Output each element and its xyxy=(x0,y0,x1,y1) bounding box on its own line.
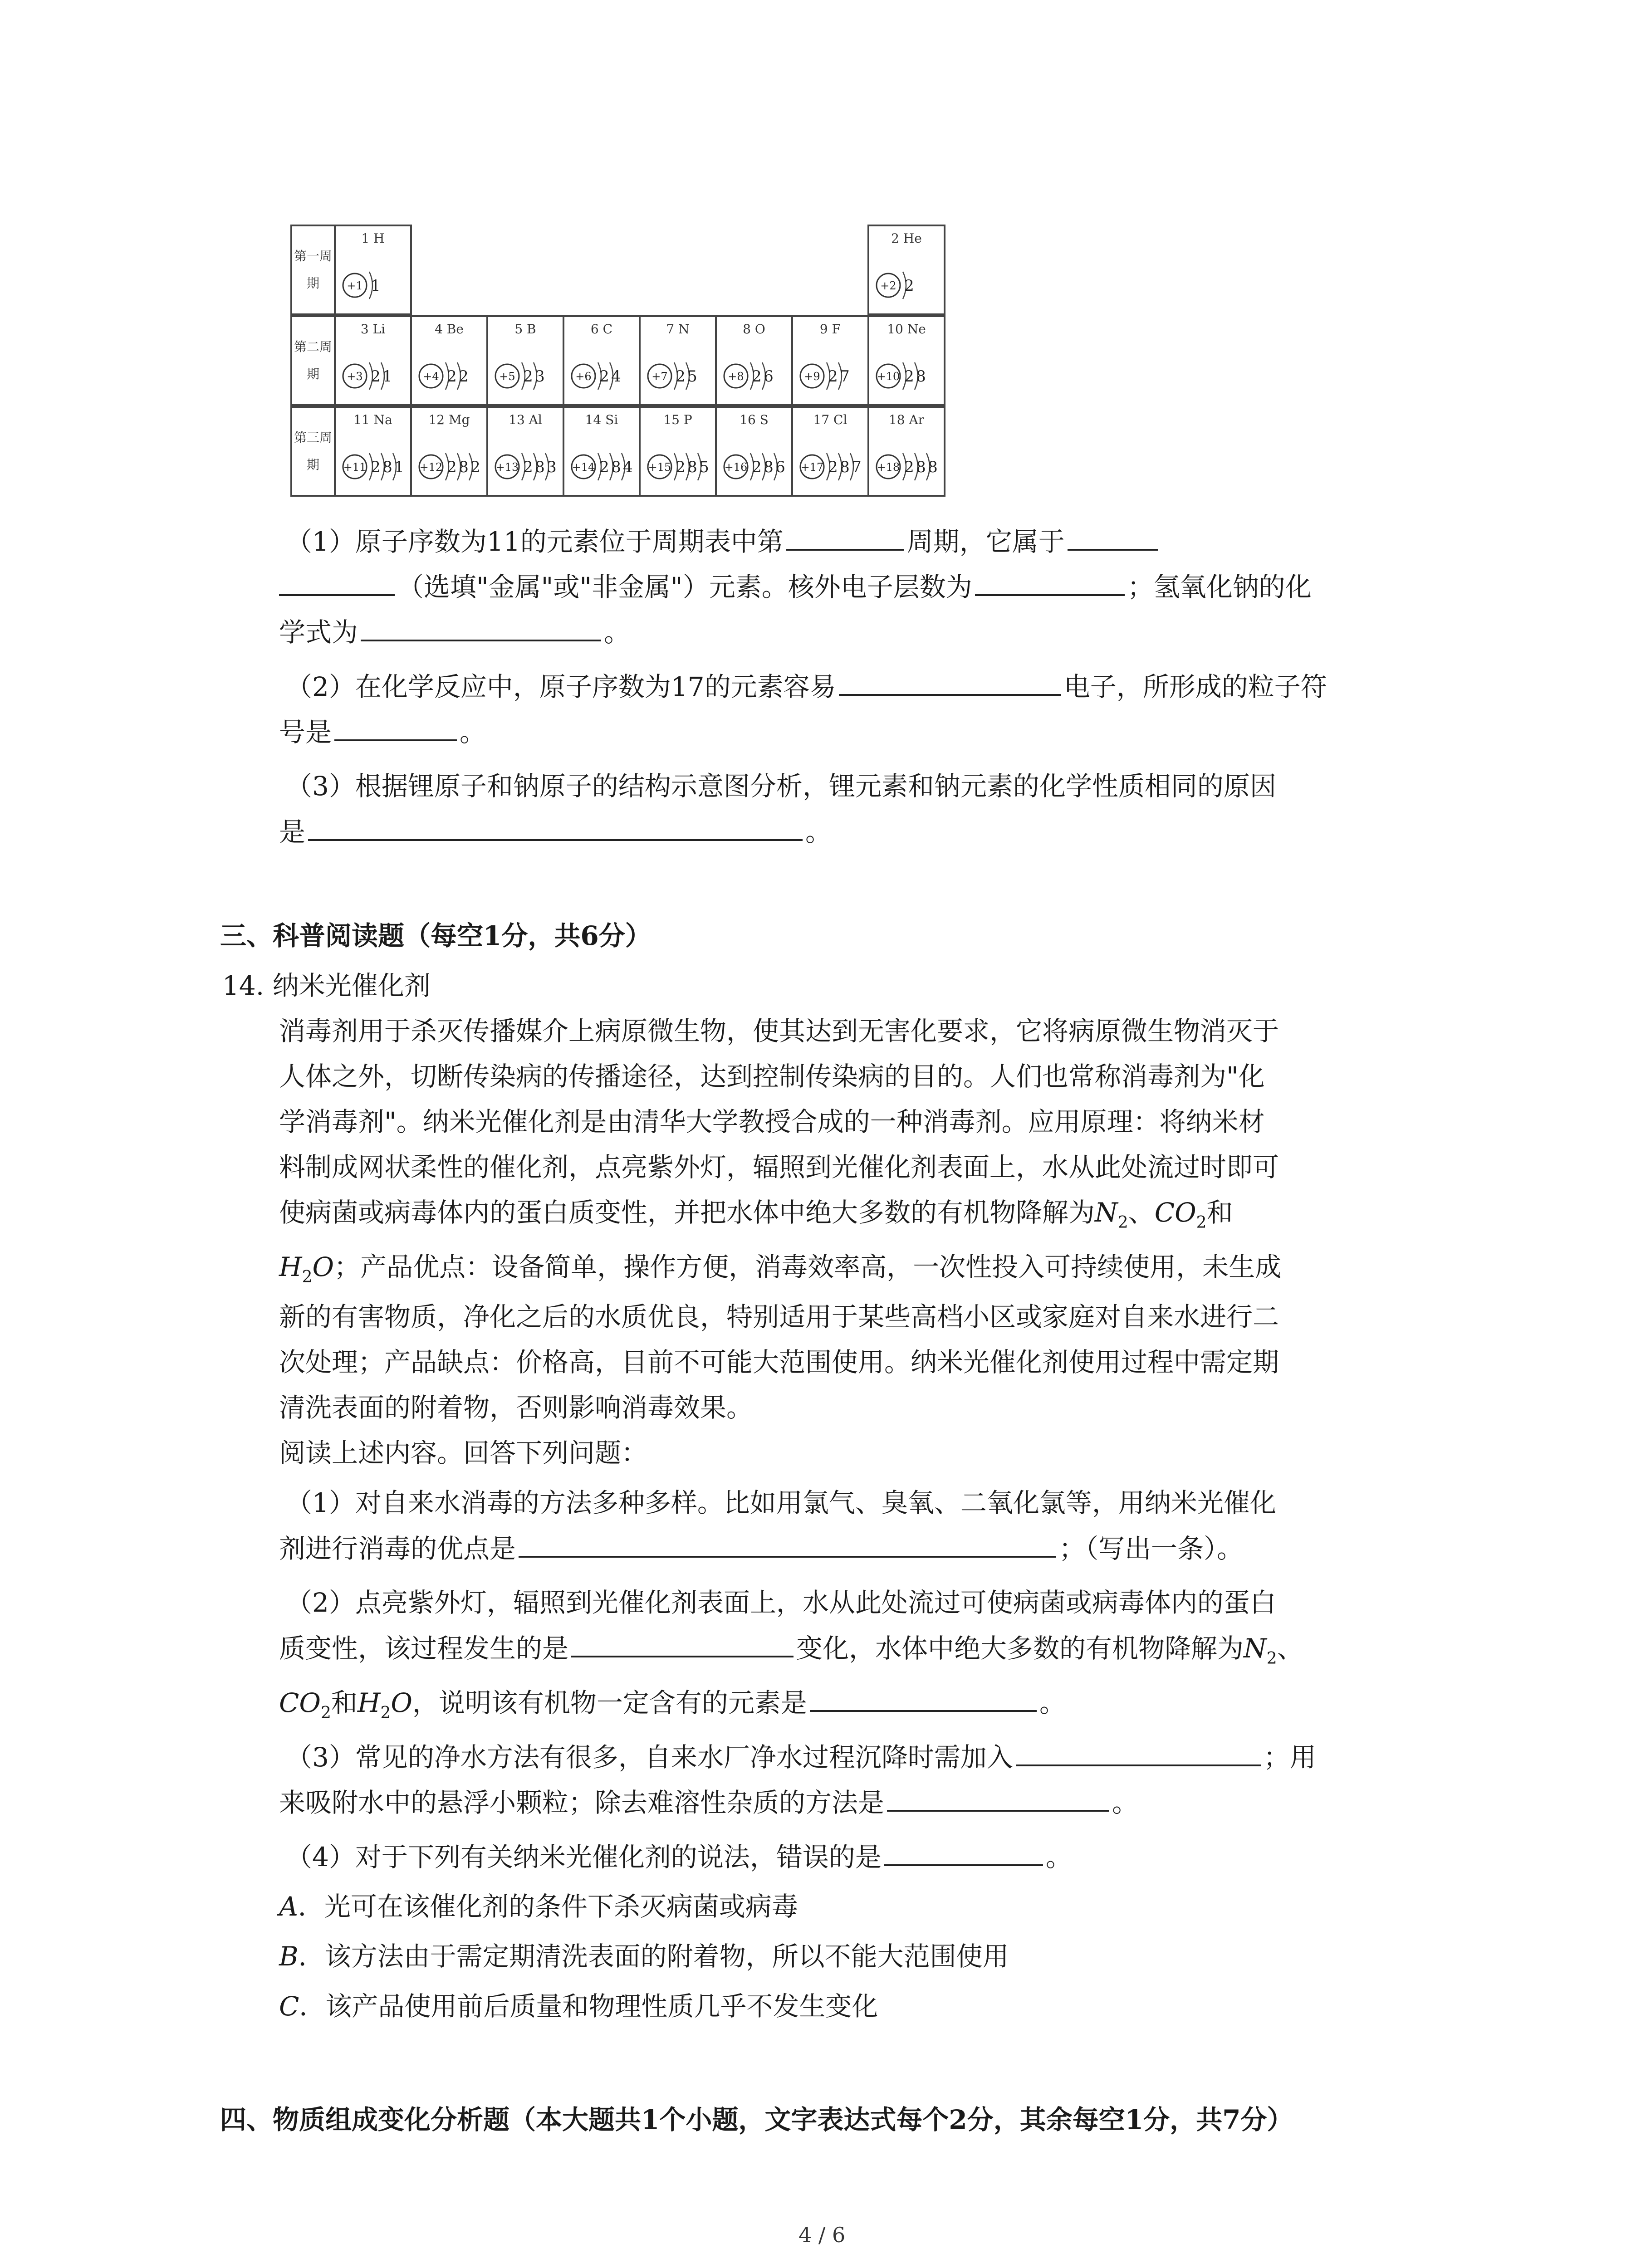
element-label: 11 Na xyxy=(353,412,392,427)
answer-blank[interactable] xyxy=(308,811,803,841)
atomic-structure-diagram xyxy=(717,408,793,499)
answer-blank[interactable] xyxy=(519,1528,1056,1558)
element-label: 15 P xyxy=(663,412,692,427)
answer-blank[interactable] xyxy=(887,1782,1109,1812)
q13-part1-line3: 学式为 。 xyxy=(279,611,630,653)
electron-count: 8 xyxy=(764,458,774,476)
element-label: 8 O xyxy=(743,322,765,337)
atomic-structure-diagram xyxy=(564,408,641,499)
electron-count: 8 xyxy=(382,458,392,476)
atomic-structure-diagram xyxy=(488,317,564,408)
passage-line: 消毒剂用于杀灭传播媒介上病原微生物，使其达到无害化要求，它将病原微生物消灭于 xyxy=(279,1016,1279,1046)
element-label: 2 He xyxy=(891,231,922,246)
electron-count: 8 xyxy=(928,458,938,476)
period-row-label: 第二周期 xyxy=(290,315,336,406)
element-cell xyxy=(563,406,641,497)
electron-count: 7 xyxy=(852,458,862,476)
passage-line: 人体之外，切断传染病的传播途径，达到控制传染病的目的。人们也常称消毒剂为"化 xyxy=(279,1061,1265,1092)
element-label: 16 S xyxy=(740,412,769,427)
element-cell xyxy=(791,406,869,497)
element-label: 5 B xyxy=(514,322,536,337)
nucleus-charge: +2 xyxy=(880,279,896,292)
option-c[interactable]: C．该产品使用前后质量和物理性质几乎不发生变化 xyxy=(279,1991,878,2022)
nucleus-charge: +15 xyxy=(648,461,671,474)
q13-part1-line2: （选填"金属"或"非金属"）元素。核外电子层数为 ；氢氧化钠的化 xyxy=(279,566,1312,607)
electron-count: 8 xyxy=(687,458,697,476)
electron-count: 2 xyxy=(523,458,533,476)
electron-count: 2 xyxy=(904,458,914,476)
element-cell xyxy=(791,315,869,406)
electron-count: 2 xyxy=(447,367,457,386)
q13-part1-line1: （1）原子序数为11的元素位于周期表中第 周期，它属于 xyxy=(286,521,1161,562)
electron-count: 3 xyxy=(547,458,557,476)
q13-part3-line2: 是 。 xyxy=(279,811,832,852)
answer-blank[interactable] xyxy=(810,1682,1037,1712)
nucleus-charge: +9 xyxy=(804,370,820,383)
atomic-structure-diagram xyxy=(488,408,564,499)
nucleus-charge: +7 xyxy=(652,370,668,383)
element-cell xyxy=(867,225,945,315)
electron-count: 8 xyxy=(459,458,469,476)
electron-count: 1 xyxy=(394,458,404,476)
electron-count: 5 xyxy=(699,458,709,476)
atomic-structure-diagram xyxy=(869,408,945,499)
element-cell xyxy=(715,406,793,497)
answer-blank[interactable] xyxy=(884,1836,1043,1866)
electron-count: 2 xyxy=(599,458,609,476)
answer-blank[interactable] xyxy=(1068,521,1158,551)
nucleus-charge: +5 xyxy=(499,370,515,383)
element-cell xyxy=(639,315,717,406)
electron-count: 2 xyxy=(371,367,381,386)
electron-count: 8 xyxy=(535,458,545,476)
nucleus-charge: +6 xyxy=(575,370,592,383)
q14-part4-line1: （4）对于下列有关纳米光催化剂的说法，错误的是 。 xyxy=(286,1836,1072,1877)
element-cell xyxy=(639,406,717,497)
nucleus-charge: +17 xyxy=(800,461,824,474)
electron-count: 4 xyxy=(623,458,633,476)
electron-count: 2 xyxy=(828,367,838,386)
nucleus-charge: +11 xyxy=(343,461,367,474)
passage-line: 学消毒剂"。纳米光催化剂是由清华大学教授合成的一种消毒剂。应用原理：将纳米材 xyxy=(279,1106,1265,1137)
q14-part1-line1: （1）对自来水消毒的方法多种多样。比如用氯气、臭氧、二氧化氯等，用纳米光催化 xyxy=(286,1487,1276,1518)
element-cell xyxy=(867,315,945,406)
electron-count: 8 xyxy=(611,458,621,476)
element-cell xyxy=(334,315,412,406)
element-cell xyxy=(410,315,488,406)
nucleus-charge: +16 xyxy=(724,461,748,474)
electron-count: 2 xyxy=(599,367,609,386)
nucleus-charge: +13 xyxy=(495,461,519,474)
element-cell xyxy=(715,315,793,406)
answer-blank[interactable] xyxy=(839,666,1061,696)
electron-count: 2 xyxy=(371,458,381,476)
passage-line: 次处理；产品缺点：价格高，目前不可能大范围使用。纳米光催化剂使用过程中需定期 xyxy=(279,1347,1279,1378)
q14-part1-line2: 剂进行消毒的优点是 ；（写出一条）。 xyxy=(279,1528,1243,1569)
element-cell xyxy=(334,406,412,497)
q13-part2-line2: 号是 。 xyxy=(279,711,486,753)
atomic-structure-diagram xyxy=(793,317,869,408)
passage-line: 使病菌或病毒体内的蛋白质变性，并把水体中绝大多数的有机物降解为$N_2$、$CO_2$和 xyxy=(279,1197,1233,1232)
element-label: 6 C xyxy=(590,322,613,337)
atomic-structure-diagram xyxy=(336,317,412,408)
page-number: 4 / 6 xyxy=(798,2223,846,2247)
electron-count: 8 xyxy=(916,367,926,386)
electron-count: 4 xyxy=(611,367,621,386)
q13-part2-line1: （2）在化学反应中，原子序数为17的元素容易 电子，所形成的粒子符 xyxy=(286,666,1327,707)
electron-count: 2 xyxy=(447,458,457,476)
nucleus-charge: +8 xyxy=(728,370,744,383)
q14-part3-line2: 来吸附水中的悬浮小颗粒；除去难溶性杂质的方法是 。 xyxy=(279,1782,1138,1823)
atomic-structure-diagram xyxy=(336,408,412,499)
element-label: 1 H xyxy=(361,231,385,246)
atomic-structure-diagram xyxy=(412,408,488,499)
electron-count: 1 xyxy=(371,277,381,295)
answer-blank[interactable] xyxy=(786,521,904,551)
electron-count: 5 xyxy=(687,367,697,386)
electron-count: 2 xyxy=(523,367,533,386)
element-cell xyxy=(867,406,945,497)
electron-count: 8 xyxy=(916,458,926,476)
element-label: 7 N xyxy=(666,322,690,337)
section-heading: 三、科普阅读题（每空1分，共6分） xyxy=(220,920,652,951)
element-cell xyxy=(563,315,641,406)
element-label: 13 Al xyxy=(509,412,542,427)
nucleus-charge: +18 xyxy=(877,461,900,474)
nucleus-charge: +14 xyxy=(572,461,595,474)
atomic-structure-diagram xyxy=(869,226,945,317)
answer-blank[interactable] xyxy=(361,611,601,641)
electron-count: 2 xyxy=(828,458,838,476)
atomic-structure-diagram xyxy=(869,317,945,408)
element-label: 4 Be xyxy=(435,322,464,337)
nucleus-charge: +10 xyxy=(877,370,900,383)
atomic-structure-diagram xyxy=(793,408,869,499)
q14-part3-line1: （3）常见的净水方法有很多，自来水厂净水过程沉降时需加入 ；用 xyxy=(286,1736,1316,1778)
element-cell xyxy=(486,315,564,406)
answer-blank[interactable] xyxy=(279,566,395,596)
answer-blank[interactable] xyxy=(975,566,1125,596)
option-b[interactable]: B．该方法由于需定期清洗表面的附着物，所以不能大范围使用 xyxy=(279,1941,1009,1972)
element-label: 9 F xyxy=(819,322,841,337)
nucleus-charge: +1 xyxy=(347,279,363,292)
answer-blank[interactable] xyxy=(571,1628,794,1657)
electron-count: 2 xyxy=(459,367,469,386)
electron-count: 7 xyxy=(840,367,850,386)
q14-part2-line1: （2）点亮紫外灯，辐照到光催化剂表面上，水从此处流过可使病菌或病毒体内的蛋白 xyxy=(286,1587,1276,1618)
electron-count: 8 xyxy=(840,458,850,476)
question-prompt: 阅读上述内容。回答下列问题： xyxy=(279,1437,648,1468)
electron-count: 2 xyxy=(470,458,480,476)
element-label: 14 Si xyxy=(585,412,618,427)
period-row-label: 第一周期 xyxy=(290,225,336,315)
element-label: 12 Mg xyxy=(428,412,470,427)
section-heading: 四、物质组成变化分析题（本大题共1个小题，文字表达式每个2分，其余每空1分，共7分） xyxy=(220,2104,1293,2135)
passage-line: 清洗表面的附着物，否则影响消毒效果。 xyxy=(279,1392,753,1423)
answer-blank[interactable] xyxy=(334,711,457,741)
atomic-structure-diagram xyxy=(641,317,717,408)
electron-count: 2 xyxy=(904,277,914,295)
atomic-structure-diagram xyxy=(641,408,717,499)
element-label: 17 Cl xyxy=(813,412,847,427)
electron-count: 2 xyxy=(752,458,762,476)
atomic-structure-diagram xyxy=(412,317,488,408)
q14-part2-line2: 质变性，该过程发生的是 变化，水体中绝大多数的有机物降解为$N_2$、 xyxy=(279,1628,1303,1669)
passage-line: 新的有害物质，净化之后的水质优良，特别适用于某些高档小区或家庭对自来水进行二 xyxy=(279,1301,1279,1332)
electron-count: 2 xyxy=(676,367,686,386)
electron-count: 6 xyxy=(775,458,785,476)
atomic-structure-diagram xyxy=(336,226,412,317)
electron-count: 2 xyxy=(676,458,686,476)
element-label: 18 Ar xyxy=(888,412,925,427)
electron-count: 2 xyxy=(904,367,914,386)
option-a[interactable]: A．光可在该催化剂的条件下杀灭病菌或病毒 xyxy=(279,1891,798,1922)
q13-part3-line1: （3）根据锂原子和钠原子的结构示意图分析，锂元素和钠元素的化学性质相同的原因 xyxy=(286,771,1276,802)
element-cell xyxy=(410,406,488,497)
element-cell xyxy=(486,406,564,497)
passage-line: $H_2O$；产品优点：设备简单，操作方便，消毒效率高，一次性投入可持续使用，未生成 xyxy=(279,1251,1282,1286)
element-label: 3 Li xyxy=(360,322,386,337)
electron-count: 6 xyxy=(764,367,774,386)
electron-count: 2 xyxy=(752,367,762,386)
q14-part2-line3: $CO_2$和$H_2O$，说明该有机物一定含有的元素是 。 xyxy=(279,1682,1066,1723)
electron-count: 1 xyxy=(382,367,392,386)
element-cell xyxy=(334,225,412,315)
nucleus-charge: +12 xyxy=(419,461,443,474)
nucleus-charge: +3 xyxy=(347,370,363,383)
question-14-title: 14. 纳米光催化剂 xyxy=(222,970,431,1001)
answer-blank[interactable] xyxy=(1016,1736,1261,1766)
nucleus-charge: +4 xyxy=(423,370,439,383)
passage-line: 料制成网状柔性的催化剂，点亮紫外灯，辐照到光催化剂表面上，水从此处流过时即可 xyxy=(279,1152,1279,1183)
element-label: 10 Ne xyxy=(887,322,926,337)
electron-count: 3 xyxy=(535,367,545,386)
atomic-structure-diagram xyxy=(717,317,793,408)
period-row-label: 第三周期 xyxy=(290,406,336,497)
atomic-structure-diagram xyxy=(564,317,641,408)
